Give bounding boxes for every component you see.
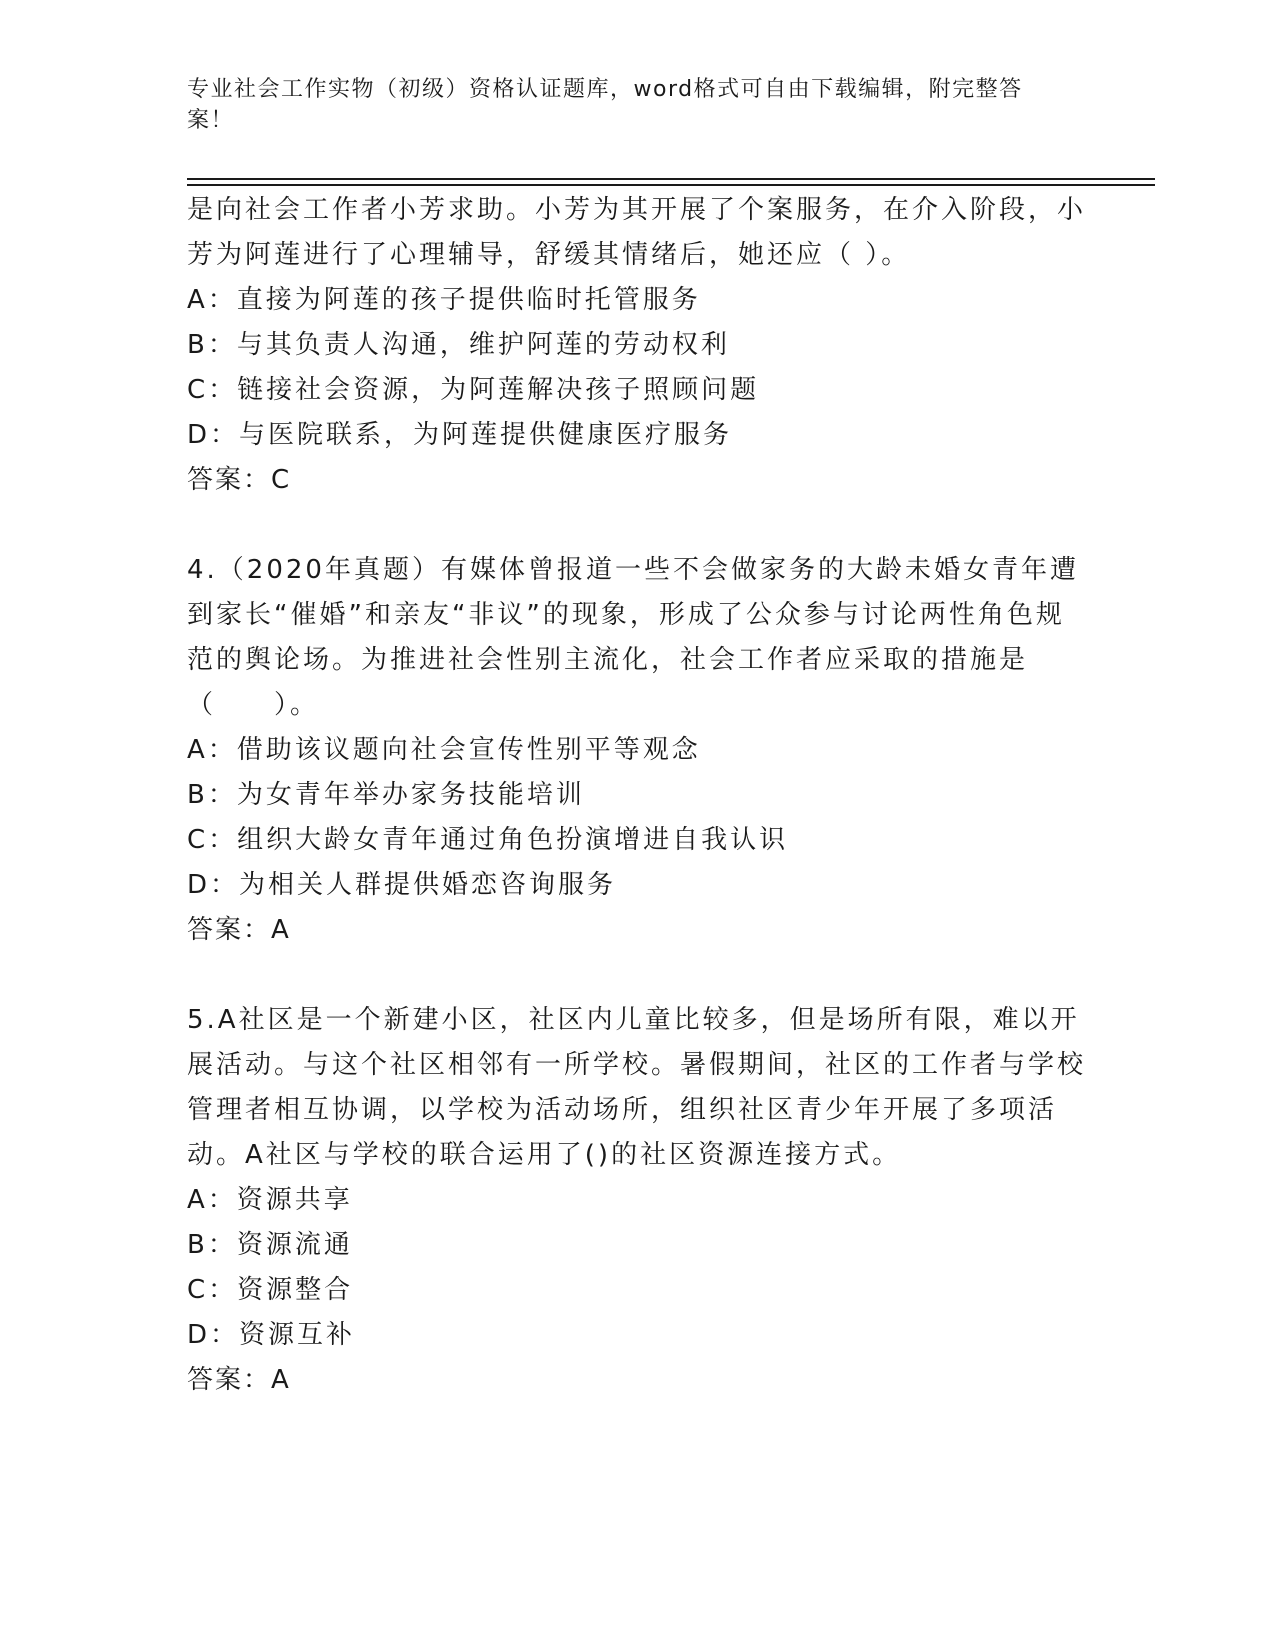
- option-a: A：资源共享: [187, 1185, 353, 1215]
- document-header: 专业社会工作实物（初级）资格认证题库，word格式可自由下载编辑，附完整答案！: [187, 77, 1023, 133]
- option-d: D：与医院联系，为阿莲提供健康医疗服务: [187, 420, 733, 450]
- header-rule-top: [187, 178, 1155, 180]
- question-list: [187, 188, 1087, 1403]
- question-stem: 是向社会工作者小芳求助。小芳为其开展了个案服务，在介入阶段，小芳为阿莲进行了心理辅导，舒缓其情绪后，她还应（ ）。: [187, 195, 1087, 270]
- header-rule-bottom: [187, 184, 1155, 186]
- question-stem: 5.A社区是一个新建小区，社区内儿童比较多，但是场所有限，难以开展活动。与这个社区相邻有一所学校。暑假期间，社区的工作者与学校管理者相互协调，以学校为活动场所，组织社区青少年开展了多项活动。A社区与学校的联合运用了()的社区资源连接方式。: [187, 1005, 1087, 1170]
- option-c: C：资源整合: [187, 1275, 354, 1305]
- option-a: A：借助该议题向社会宣传性别平等观念: [187, 735, 701, 765]
- option-d: D：为相关人群提供婚恋咨询服务: [187, 870, 617, 900]
- answer-line: 答案：A: [187, 1365, 291, 1395]
- question-5: [187, 998, 1087, 1403]
- question-3: [187, 188, 1087, 503]
- spacer: [187, 953, 1087, 998]
- option-b: B：与其负责人沟通，维护阿莲的劳动权利: [187, 330, 730, 360]
- option-d: D：资源互补: [187, 1320, 356, 1350]
- option-b: B：资源流通: [187, 1230, 353, 1260]
- option-a: A：直接为阿莲的孩子提供临时托管服务: [187, 285, 701, 315]
- question-4: [187, 548, 1087, 953]
- answer-line: 答案：C: [187, 465, 292, 495]
- option-c: C：组织大龄女青年通过角色扮演增进自我认识: [187, 825, 789, 855]
- option-c: C：链接社会资源，为阿莲解决孩子照顾问题: [187, 375, 760, 405]
- option-b: B：为女青年举办家务技能培训: [187, 780, 585, 810]
- question-stem: 4.（2020年真题）有媒体曾报道一些不会做家务的大龄未婚女青年遭到家长“催婚”和亲友“非议”的现象，形成了公众参与讨论两性角色规范的舆论场。为推进社会性别主流化，社会工作者应采取的措施是（ ）。: [187, 555, 1079, 720]
- spacer: [187, 503, 1087, 548]
- answer-line: 答案：A: [187, 915, 291, 945]
